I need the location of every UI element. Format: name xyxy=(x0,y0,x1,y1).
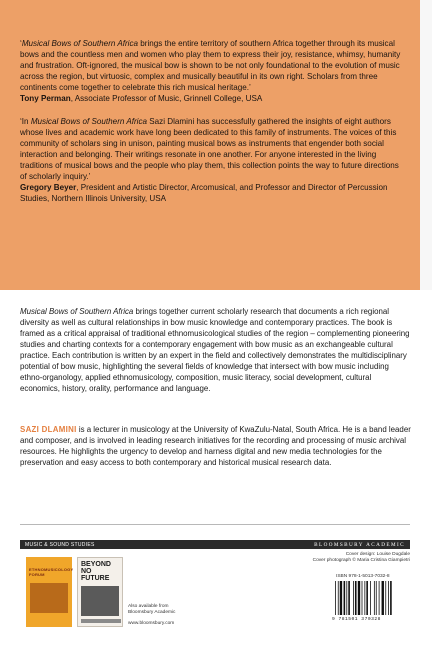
related-book-2-title: BEYOND NO FUTURE xyxy=(81,561,111,582)
barcode-bar xyxy=(379,581,380,615)
barcode-bar xyxy=(335,581,336,615)
publisher-website: www.bloomsbury.com xyxy=(128,621,175,626)
series-bar xyxy=(20,540,410,549)
blurb-book-title: Musical Bows of Southern Africa xyxy=(20,307,134,316)
endorsement-2-book-title: Musical Bows of Southern Africa xyxy=(30,116,148,126)
cover-photo-credit: Cover photograph © Maria Cristina Giampietri xyxy=(312,558,410,564)
endorsement-2-body: Sazi Dlamini has successfully gathered the insights of eight authors whose lives and academic work have long been dedicated to this family of instruments. The voices of this community of scholars sing in unison, painting musical bows as instruments that engender both social interaction and belonging. Their writings resonate in one another. For anyone interested in the living traditions of musical bows and the people who play them, this collection points the way to future directions of scholarly inquiry.’ xyxy=(20,116,399,182)
barcode-bar xyxy=(348,581,350,615)
cover-design-credit: Cover design: Louise Dugdale xyxy=(345,552,410,557)
barcode-bar xyxy=(390,581,392,615)
isbn-text: ISBN 978-1-5013-7032-8 xyxy=(336,574,390,579)
related-book-2-image xyxy=(81,586,119,616)
barcode-bar xyxy=(362,581,363,615)
barcode xyxy=(334,581,410,615)
endorsement-2 xyxy=(20,116,402,183)
related-book-2-subtitle-band xyxy=(81,619,121,623)
also-available-line-2: Bloomsbury Academic xyxy=(128,610,176,616)
endorser-1-affiliation: , Associate Professor of Music, Grinnell College, USA xyxy=(70,94,263,104)
endorser-1-name: Tony Perman xyxy=(20,94,71,104)
related-book-1-title: ETHNOMUSICOLOGY FORUM xyxy=(29,567,74,577)
related-book-1-image xyxy=(30,583,68,613)
author-bio-text: is a lecturer in musicology at the University of KwaZulu-Natal, South Africa. He is a band leader and composer, and is involved in leading research initiatives for the recording and processing of music archival resources. He highlights the urgency to develop and harness digital and new media technologies for the preservation and easy access to both contemporary and historical musical research data. xyxy=(20,425,411,467)
also-available-line-1: Also available from xyxy=(128,604,169,609)
endorsement-1-body: brings the entire territory of southern Africa together through its musical bows and the countless men and women who play them to express their joy, resistance, whimsy, humanity and frustration. Oft-ignored, the musical bow is shown to be not only foundational to the evolution of music across the region, but virtuosic, complex and musically beautiful in its own right. Scholars from three continents come together to celebrate this rich musical heritage.’ xyxy=(20,39,401,93)
barcode-bar xyxy=(344,581,346,615)
endorsement-1-attribution xyxy=(20,93,402,104)
barcode-bar xyxy=(370,581,371,615)
also-available xyxy=(128,604,175,616)
barcode-bar xyxy=(385,581,386,615)
barcode-bar xyxy=(340,581,342,615)
barcode-bar xyxy=(338,581,339,615)
endorser-2-affiliation: , President and Artistic Director, Arcomusical, and Professor and Director of Percussion Studies, Northern Illinois University, USA xyxy=(20,183,388,204)
publisher-name: BLOOMSBURY ACADEMIC xyxy=(314,541,405,548)
blurb-body: brings together current scholarly research that documents a rich regional diversity as well as cultural relationships in bow music knowledge and contemporary practices. The book is framed as a critical appraisal of traditional ethnomusicological studies of the region – complementing pioneering studies and charting contexts for a contemporary engagement with bow music as an exchangeable cultural practice. Each contribution is written by an expert in the field and collectively demonstrates the multidisciplinary potential of bow music, highlighting the several fields of knowledge that intersect with bow music including ethno-organology, applied ethnomusicology, composition, music literacy, social development, cultural economics, history, orality, performance and language. xyxy=(20,307,410,393)
endorsement-1: ‘Musical Bows of Southern Africa brings the entire territory of southern Africa together through its musical bows and the countless men and women who play them to express their joy, resistance, whimsy, humanity and frustration. Oft-ignored, the musical bow is shown to be not only foundational to the evolution of music across the region, but virtuosic, complex and musically beautiful in its own right. Scholars from three continents come together to celebrate this rich musical heritage.’ xyxy=(20,39,401,93)
barcode-bar xyxy=(355,581,357,615)
endorser-2-name: Gregory Beyer xyxy=(20,183,77,193)
barcode-bar xyxy=(366,581,368,615)
endorsement-2-attribution xyxy=(20,182,402,204)
barcode-bar xyxy=(388,581,389,615)
divider-rule xyxy=(20,524,410,525)
series-name: MUSIC & SOUND STUDIES xyxy=(25,541,95,548)
barcode-bar xyxy=(376,581,377,615)
barcode-bar xyxy=(374,581,375,615)
endorsement-2-prefix: ‘In xyxy=(20,116,31,126)
barcode-bar xyxy=(364,581,365,615)
page-edge-strip xyxy=(420,0,432,290)
barcode-number: 9 781501 370328 xyxy=(332,617,381,622)
barcode-bar xyxy=(358,581,360,615)
endorsements-panel xyxy=(0,0,420,290)
related-book-cover-2 xyxy=(77,557,123,627)
barcode-bar xyxy=(346,581,347,615)
barcode-bar xyxy=(382,581,384,615)
book-description xyxy=(20,306,410,394)
endorsement-1-book-title: Musical Bows of Southern Africa xyxy=(21,39,139,48)
related-book-cover-1 xyxy=(26,557,72,627)
cover-credits xyxy=(313,552,410,564)
author-bio xyxy=(20,424,412,468)
author-name: SAZI DLAMINI xyxy=(20,425,77,434)
barcode-bar xyxy=(353,581,354,615)
